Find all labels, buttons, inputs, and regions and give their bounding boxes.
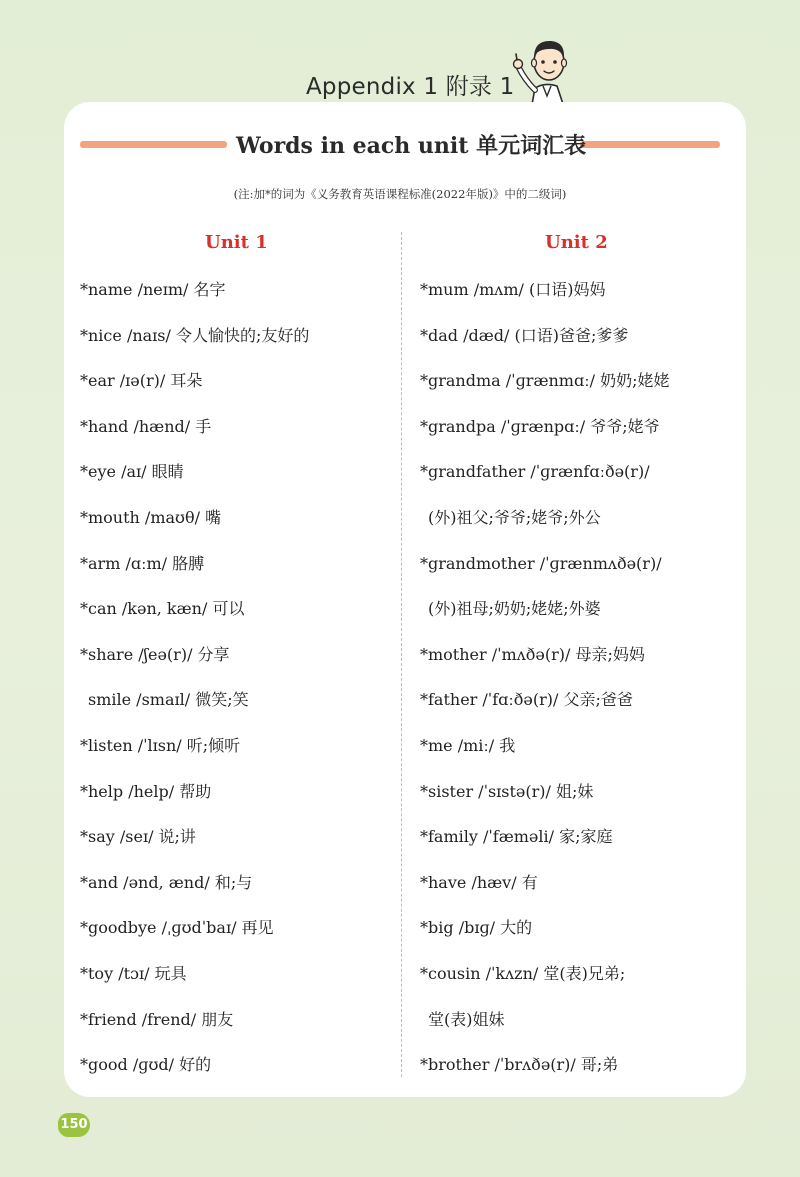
word-entry: *dad /dæd/ (口语)爸爸;爹爹 [420, 325, 629, 345]
section-title: Words in each unit 单元词汇表 [236, 133, 587, 159]
teacher-mascot-icon [505, 30, 585, 110]
unit-1-word-list [80, 275, 309, 1096]
page-number-badge: 150 [58, 1113, 90, 1137]
unit-2-heading: Unit 2 [545, 232, 608, 253]
word-entry: *grandfather /ˈɡrænfɑːðə(r)/ [420, 462, 650, 482]
word-entry: *cousin /ˈkʌzn/ 堂(表)兄弟; [420, 963, 626, 983]
unit-2-word-list [420, 275, 669, 1096]
word-entry: *grandpa /ˈɡrænpɑː/ 爷爷;姥爷 [420, 416, 660, 436]
word-entry: *grandmother /ˈɡrænmʌðə(r)/ [420, 553, 662, 573]
word-entry: *mother /ˈmʌðə(r)/ 母亲;妈妈 [420, 644, 645, 664]
word-entry: *nice /naɪs/ 令人愉快的;友好的 [80, 325, 310, 345]
word-entry: *listen /ˈlɪsn/ 听;倾听 [80, 735, 241, 755]
word-entry: *share /ʃeə(r)/ 分享 [80, 644, 230, 664]
word-entry-continuation: 堂(表)姐妹 [428, 1009, 505, 1029]
word-entry: smile /smaɪl/ 微笑;笑 [88, 690, 249, 710]
word-entry: *friend /frend/ 朋友 [80, 1009, 234, 1029]
word-entry: *toy /tɔɪ/ 玩具 [80, 963, 187, 983]
title-rule-left [80, 141, 227, 148]
appendix-title: Appendix 1 附录 1 [306, 74, 515, 100]
column-divider [401, 232, 402, 1077]
word-entry: *good /ɡʊd/ 好的 [80, 1055, 212, 1075]
word-entry: *help /help/ 帮助 [80, 781, 212, 801]
word-entry: *have /hæv/ 有 [420, 872, 538, 892]
word-entry: *family /ˈfæməli/ 家;家庭 [420, 827, 613, 847]
word-entry: *brother /ˈbrʌðə(r)/ 哥;弟 [420, 1055, 619, 1075]
word-entry: *and /ənd, ænd/ 和;与 [80, 872, 253, 892]
word-entry: *can /kən, kæn/ 可以 [80, 599, 245, 619]
word-entry: *eye /aɪ/ 眼睛 [80, 462, 184, 482]
word-entry: *hand /hænd/ 手 [80, 416, 212, 436]
word-entry: *mouth /maʊθ/ 嘴 [80, 507, 222, 527]
word-entry: *sister /ˈsɪstə(r)/ 姐;妹 [420, 781, 594, 801]
word-entry: *grandma /ˈɡrænmɑː/ 奶奶;姥姥 [420, 371, 670, 391]
unit-1-heading: Unit 1 [205, 232, 268, 253]
word-entry: *father /ˈfɑːðə(r)/ 父亲;爸爸 [420, 690, 633, 710]
word-entry-continuation: (外)祖母;奶奶;姥姥;外婆 [428, 599, 601, 619]
title-rule-right [580, 141, 720, 148]
word-entry: *say /seɪ/ 说;讲 [80, 827, 196, 847]
word-entry: *arm /ɑːm/ 胳膊 [80, 553, 205, 573]
word-entry: *name /neɪm/ 名字 [80, 280, 226, 299]
word-entry-continuation: (外)祖父;爷爷;姥爷;外公 [428, 507, 601, 527]
section-note: (注:加*的词为《义务教育英语课程标准(2022年版)》中的二级词) [233, 187, 567, 201]
word-entry: *mum /mʌm/ (口语)妈妈 [420, 280, 606, 299]
word-entry: *ear /ɪə(r)/ 耳朵 [80, 371, 203, 391]
word-entry: *goodbye /ˌɡʊdˈbaɪ/ 再见 [80, 918, 274, 938]
word-entry: *big /bɪɡ/ 大的 [420, 918, 533, 938]
word-entry: *me /miː/ 我 [420, 735, 516, 755]
